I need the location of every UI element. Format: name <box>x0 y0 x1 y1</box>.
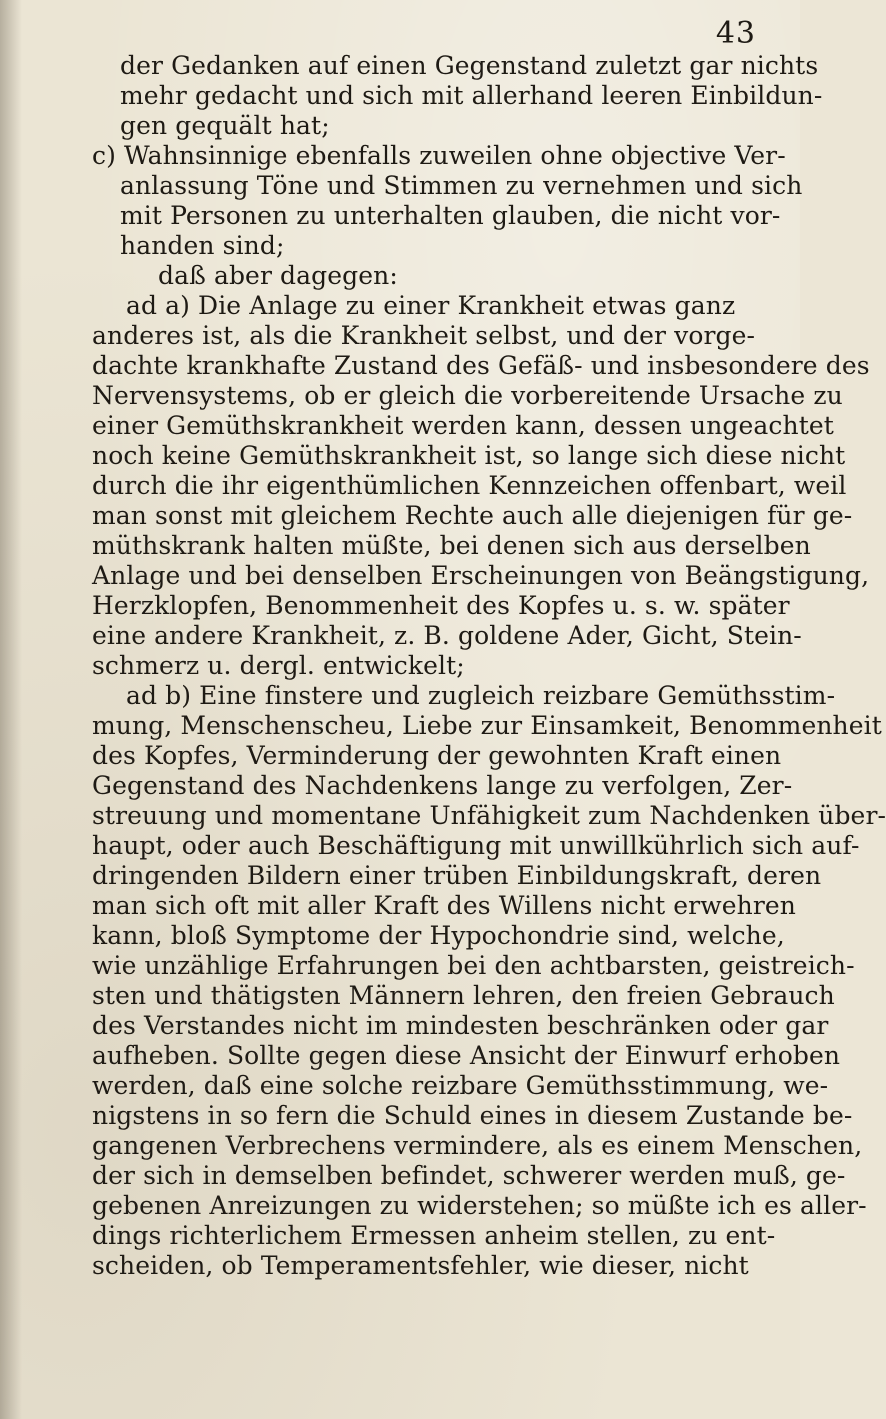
text-line: durch die ihr eigenthümlichen Kennzeichen offenbart, weil <box>92 471 847 500</box>
text-line: streuung und momentane Unfähigkeit zum Nachdenken über- <box>92 801 886 830</box>
page-number: 43 <box>715 16 756 51</box>
text-line: scheiden, ob Temperamentsfehler, wie dieser, nicht <box>92 1251 749 1280</box>
text-line: eine andere Krankheit, z. B. goldene Ader, Gicht, Stein- <box>92 621 802 650</box>
text-line: ad a) Die Anlage zu einer Krankheit etwas ganz <box>126 291 736 320</box>
text-line: der Gedanken auf einen Gegenstand zuletzt gar nichts <box>120 51 819 80</box>
text-line: mehr gedacht und sich mit allerhand leeren Einbildun- <box>120 81 823 110</box>
text-line: kann, bloß Symptome der Hypochondrie sind, welche, <box>92 921 785 950</box>
text-line: anderes ist, als die Krankheit selbst, und der vorge- <box>92 321 756 350</box>
text-line: dings richterlichem Ermessen anheim stellen, zu ent- <box>92 1221 776 1250</box>
text-line: Nervensystems, ob er gleich die vorbereitende Ursache zu <box>92 381 843 410</box>
text-line: gebenen Anreizungen zu widerstehen; so müßte ich es aller- <box>92 1191 867 1220</box>
text-line: mit Personen zu unterhalten glauben, die nicht vor- <box>120 201 781 230</box>
text-line: des Verstandes nicht im mindesten beschränken oder gar <box>92 1011 829 1040</box>
text-line: mung, Menschenscheu, Liebe zur Einsamkeit, Benommenheit <box>92 711 882 740</box>
text-line: man sonst mit gleichem Rechte auch alle diejenigen für ge- <box>92 501 853 530</box>
text-line: der sich in demselben befindet, schwerer werden muß, ge- <box>92 1161 846 1190</box>
text-line: wie unzählige Erfahrungen bei den achtbarsten, geistreich- <box>92 951 855 980</box>
text-line: c) Wahnsinnige ebenfalls zuweilen ohne objective Ver- <box>92 141 786 170</box>
text-line: aufheben. Sollte gegen diese Ansicht der Einwurf erhoben <box>92 1041 841 1070</box>
text-line: dachte krankhafte Zustand des Gefäß- und insbesondere des <box>92 351 870 380</box>
text-line: dringenden Bildern einer trüben Einbildungskraft, deren <box>92 861 822 890</box>
text-line: müthskrank halten müßte, bei denen sich aus derselben <box>92 531 811 560</box>
text-line: Anlage und bei denselben Erscheinungen von Beängstigung, <box>92 561 870 590</box>
text-line: schmerz u. dergl. entwickelt; <box>92 651 465 680</box>
text-line: haupt, oder auch Beschäftigung mit unwillkührlich sich auf- <box>92 831 860 860</box>
text-line: Gegenstand des Nachdenkens lange zu verfolgen, Zer- <box>92 771 793 800</box>
text-line: gangenen Verbrechens vermindere, als es einem Menschen, <box>92 1131 863 1160</box>
text-line: Herzklopfen, Benommenheit des Kopfes u. s. w. später <box>92 591 790 620</box>
text-line: nigstens in so fern die Schuld eines in diesem Zustande be- <box>92 1101 853 1130</box>
text-line: man sich oft mit aller Kraft des Willens nicht erwehren <box>92 891 796 920</box>
text-line: handen sind; <box>120 231 285 260</box>
text-line: anlassung Töne und Stimmen zu vernehmen und sich <box>120 171 803 200</box>
text-line: gen gequält hat; <box>120 111 330 140</box>
text-line: einer Gemüthskrankheit werden kann, dessen ungeachtet <box>92 411 834 440</box>
text-line: sten und thätigsten Männern lehren, den freien Gebrauch <box>92 981 835 1010</box>
text-line: ad b) Eine finstere und zugleich reizbare Gemüthsstim- <box>126 681 836 710</box>
text-line: daß aber dagegen: <box>158 261 398 290</box>
text-line: werden, daß eine solche reizbare Gemüthsstimmung, we- <box>92 1071 829 1100</box>
text-line: noch keine Gemüthskrankheit ist, so lange sich diese nicht <box>92 441 846 470</box>
text-line: des Kopfes, Verminderung der gewohnten Kraft einen <box>92 741 782 770</box>
